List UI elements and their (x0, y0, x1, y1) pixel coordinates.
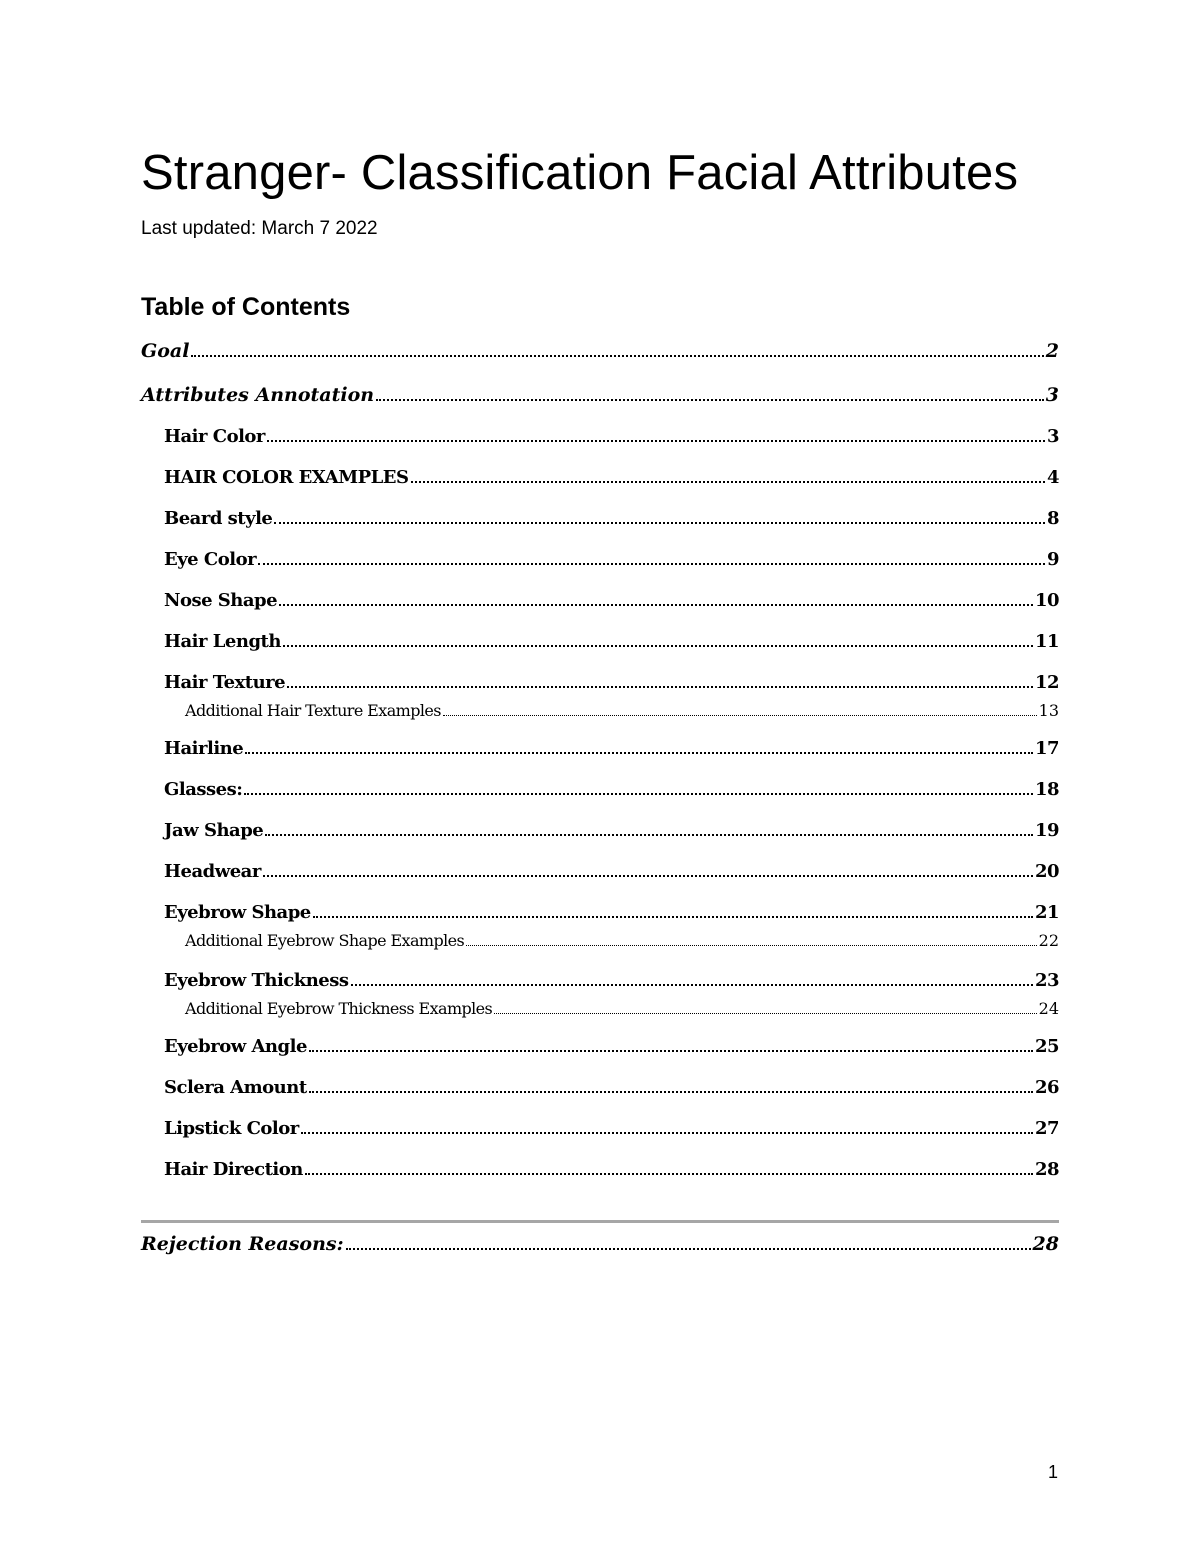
toc-entry-jaw-shape[interactable] (164, 820, 1059, 841)
toc-entry-page: 26 (1034, 1077, 1059, 1098)
toc-dot-leader (309, 1050, 1033, 1052)
toc-dot-leader (494, 1013, 1036, 1014)
toc-entry-label: Headwear (164, 861, 261, 882)
last-updated-text: Last updated: March 7 2022 (141, 218, 378, 239)
toc-dot-leader (351, 984, 1033, 986)
toc-entry-glasses[interactable] (164, 779, 1059, 800)
toc-entry-page: 22 (1038, 931, 1059, 950)
toc-entry-page: 8 (1046, 508, 1059, 529)
toc-entry-rejection-reasons[interactable] (141, 1233, 1059, 1255)
toc-entry-eyebrow-thickness[interactable] (164, 970, 1059, 991)
toc-entry-label: Goal (141, 340, 190, 362)
toc-dot-leader (283, 645, 1033, 647)
toc-entry-hairline[interactable] (164, 738, 1059, 759)
section-divider (141, 1220, 1059, 1223)
toc-entry-page: 28 (1032, 1233, 1059, 1255)
toc-dot-leader (258, 563, 1045, 565)
toc-dot-leader (263, 875, 1033, 877)
toc-entry-additional-eyebrow-shape-examples[interactable] (185, 931, 1059, 950)
page-number: 1 (1047, 1462, 1058, 1482)
toc-entry-eyebrow-shape[interactable] (164, 902, 1059, 923)
toc-entry-label: Additional Hair Texture Examples (185, 701, 441, 720)
toc-entry-page: 2 (1045, 340, 1059, 362)
toc-dot-leader (466, 945, 1037, 946)
toc-dot-leader (265, 834, 1033, 836)
toc-entry-label: Glasses: (164, 779, 243, 800)
toc-entry-goal[interactable] (141, 340, 1059, 362)
toc-entry-eye-color[interactable] (164, 549, 1059, 570)
toc-entry-page: 25 (1034, 1036, 1059, 1057)
toc-dot-leader (411, 481, 1045, 483)
toc-dot-leader (287, 686, 1033, 688)
toc-dot-leader (191, 355, 1043, 357)
toc-entry-headwear[interactable] (164, 861, 1059, 882)
toc-entry-label: HAIR COLOR EXAMPLES (164, 467, 409, 488)
toc-entry-page: 24 (1038, 999, 1059, 1018)
toc-dot-leader (305, 1173, 1033, 1175)
toc-entry-label: Lipstick Color (164, 1118, 299, 1139)
toc-dot-leader (267, 440, 1045, 442)
toc-dot-leader (301, 1132, 1033, 1134)
toc-dot-leader (346, 1248, 1031, 1250)
document-title: Stranger- Classification Facial Attributes (141, 146, 1019, 200)
toc-entry-hair-direction[interactable] (164, 1159, 1059, 1180)
toc-entry-label: Additional Eyebrow Shape Examples (185, 931, 465, 950)
toc-entry-label: Hair Length (164, 631, 281, 652)
toc-entry-label: Eyebrow Thickness (164, 970, 349, 991)
toc-entry-page: 19 (1034, 820, 1059, 841)
toc-heading: Table of Contents (141, 293, 351, 321)
toc-dot-leader (376, 399, 1044, 401)
toc-entry-page: 21 (1034, 902, 1059, 923)
toc-dot-leader (244, 793, 1033, 795)
toc-entry-attributes-annotation[interactable] (141, 384, 1059, 406)
toc-entry-additional-hair-texture-examples[interactable] (185, 701, 1059, 720)
toc-entry-label: Hair Direction (164, 1159, 303, 1180)
toc-entry-page: 3 (1045, 384, 1059, 406)
toc-entry-page: 3 (1046, 426, 1059, 447)
toc-entry-label: Sclera Amount (164, 1077, 307, 1098)
toc-entry-label: Beard style (164, 508, 273, 529)
toc-dot-leader (443, 715, 1037, 716)
toc-entry-label: Eyebrow Shape (164, 902, 311, 923)
toc-entry-page: 10 (1034, 590, 1059, 611)
toc-entry-hair-color-examples[interactable] (164, 467, 1059, 488)
toc-dot-leader (279, 604, 1033, 606)
toc-entry-page: 13 (1038, 701, 1059, 720)
toc-entry-label: Jaw Shape (164, 820, 264, 841)
toc-entry-page: 11 (1034, 631, 1059, 652)
toc-entry-page: 12 (1034, 672, 1059, 693)
toc-entry-additional-eyebrow-thickness-examples[interactable] (185, 999, 1059, 1018)
toc-entry-hair-texture[interactable] (164, 672, 1059, 693)
toc-entry-beard-style[interactable] (164, 508, 1059, 529)
toc-dot-leader (274, 522, 1045, 524)
toc-entry-page: 28 (1034, 1159, 1059, 1180)
toc-entry-hair-length[interactable] (164, 631, 1059, 652)
toc-entry-label: Hair Texture (164, 672, 286, 693)
toc-entry-page: 17 (1034, 738, 1059, 759)
toc-entry-page: 18 (1034, 779, 1059, 800)
toc-entry-nose-shape[interactable] (164, 590, 1059, 611)
toc-dot-leader (313, 916, 1033, 918)
toc-entry-label: Additional Eyebrow Thickness Examples (185, 999, 493, 1018)
toc-entry-label: Rejection Reasons: (141, 1233, 344, 1255)
toc-entry-label: Eyebrow Angle (164, 1036, 307, 1057)
toc-entry-page: 4 (1046, 467, 1059, 488)
toc-entry-page: 20 (1034, 861, 1059, 882)
toc-entry-hair-color[interactable] (164, 426, 1059, 447)
toc-entry-page: 27 (1034, 1118, 1059, 1139)
toc-entry-label: Nose Shape (164, 590, 278, 611)
toc-dot-leader (245, 752, 1033, 754)
toc-entry-label: Hair Color (164, 426, 265, 447)
toc-entry-sclera-amount[interactable] (164, 1077, 1059, 1098)
toc-entry-label: Eye Color (164, 549, 257, 570)
toc-entry-eyebrow-angle[interactable] (164, 1036, 1059, 1057)
toc-dot-leader (309, 1091, 1033, 1093)
toc-entry-label: Hairline (164, 738, 244, 759)
toc-entry-label: Attributes Annotation (141, 384, 375, 406)
toc-entry-lipstick-color[interactable] (164, 1118, 1059, 1139)
toc-entry-page: 9 (1046, 549, 1059, 570)
toc-entry-page: 23 (1034, 970, 1059, 991)
